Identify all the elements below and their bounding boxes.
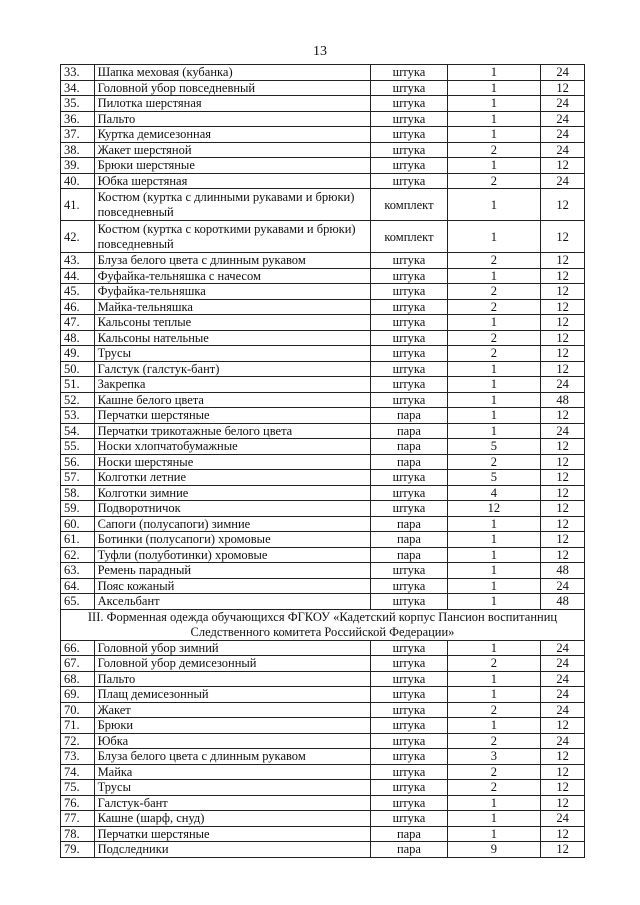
- quantity: 2: [447, 764, 541, 780]
- row-number: 70.: [61, 702, 95, 718]
- table-row: [61, 516, 585, 532]
- quantity: 1: [447, 547, 541, 563]
- quantity: 1: [447, 377, 541, 393]
- unit-of-measure: штука: [371, 718, 447, 734]
- wear-period: 12: [541, 253, 585, 269]
- unit-of-measure: штука: [371, 563, 447, 579]
- quantity: 1: [447, 795, 541, 811]
- unit-of-measure: пара: [371, 439, 447, 455]
- wear-period: 12: [541, 361, 585, 377]
- quantity: 2: [447, 173, 541, 189]
- unit-of-measure: штука: [371, 749, 447, 765]
- row-number: 48.: [61, 330, 95, 346]
- wear-period: 24: [541, 377, 585, 393]
- wear-period: 12: [541, 826, 585, 842]
- unit-of-measure: штука: [371, 687, 447, 703]
- item-name: Костюм (куртка с короткими рукавами и брюки) повседневный: [94, 221, 371, 253]
- item-name: Кальсоны нательные: [94, 330, 371, 346]
- unit-of-measure: штука: [371, 795, 447, 811]
- wear-period: 24: [541, 687, 585, 703]
- row-number: 57.: [61, 470, 95, 486]
- row-number: 69.: [61, 687, 95, 703]
- table-row: [61, 253, 585, 269]
- wear-period: 12: [541, 749, 585, 765]
- unit-of-measure: пара: [371, 408, 447, 424]
- item-name: Шапка меховая (кубанка): [94, 65, 371, 81]
- item-name: Пальто: [94, 671, 371, 687]
- table-row: [61, 392, 585, 408]
- quantity: 2: [447, 330, 541, 346]
- row-number: 44.: [61, 268, 95, 284]
- unit-of-measure: пара: [371, 423, 447, 439]
- wear-period: 12: [541, 284, 585, 300]
- table-row: [61, 563, 585, 579]
- unit-of-measure: штука: [371, 702, 447, 718]
- item-name: Пояс кожаный: [94, 578, 371, 594]
- item-name: Жакет: [94, 702, 371, 718]
- table-row: [61, 408, 585, 424]
- quantity: 1: [447, 594, 541, 610]
- quantity: 5: [447, 439, 541, 455]
- quantity: 1: [447, 687, 541, 703]
- quantity: 9: [447, 842, 541, 858]
- quantity: 2: [447, 454, 541, 470]
- row-number: 65.: [61, 594, 95, 610]
- row-number: 73.: [61, 749, 95, 765]
- item-name: Носки хлопчатобумажные: [94, 439, 371, 455]
- unit-of-measure: штука: [371, 485, 447, 501]
- unit-of-measure: штука: [371, 640, 447, 656]
- quantity: 2: [447, 299, 541, 315]
- table-row: [61, 173, 585, 189]
- row-number: 59.: [61, 501, 95, 517]
- quantity: 1: [447, 826, 541, 842]
- unit-of-measure: штука: [371, 377, 447, 393]
- item-name: Брюки шерстяные: [94, 158, 371, 174]
- item-name: Галстук (галстук-бант): [94, 361, 371, 377]
- table-row: [61, 640, 585, 656]
- quantity: 2: [447, 733, 541, 749]
- wear-period: 24: [541, 142, 585, 158]
- item-name: Ремень парадный: [94, 563, 371, 579]
- unit-of-measure: штука: [371, 173, 447, 189]
- row-number: 60.: [61, 516, 95, 532]
- item-name: Ботинки (полусапоги) хромовые: [94, 532, 371, 548]
- item-name: Трусы: [94, 346, 371, 362]
- row-number: 39.: [61, 158, 95, 174]
- unit-of-measure: штука: [371, 65, 447, 81]
- unit-of-measure: штука: [371, 315, 447, 331]
- item-name: Куртка демисезонная: [94, 127, 371, 143]
- table-row: [61, 811, 585, 827]
- row-number: 72.: [61, 733, 95, 749]
- item-name: Галстук-бант: [94, 795, 371, 811]
- table-row: [61, 671, 585, 687]
- wear-period: 12: [541, 268, 585, 284]
- unit-of-measure: штука: [371, 501, 447, 517]
- table-row: [61, 656, 585, 672]
- quantity: 1: [447, 811, 541, 827]
- wear-period: 12: [541, 718, 585, 734]
- wear-period: 12: [541, 795, 585, 811]
- unit-of-measure: штука: [371, 764, 447, 780]
- row-number: 54.: [61, 423, 95, 439]
- row-number: 38.: [61, 142, 95, 158]
- row-number: 42.: [61, 221, 95, 253]
- table-row: [61, 687, 585, 703]
- quantity: 1: [447, 221, 541, 253]
- row-number: 71.: [61, 718, 95, 734]
- item-name: Головной убор демисезонный: [94, 656, 371, 672]
- table-row: [61, 158, 585, 174]
- item-name: Перчатки шерстяные: [94, 826, 371, 842]
- wear-period: 24: [541, 733, 585, 749]
- wear-period: 24: [541, 173, 585, 189]
- quantity: 2: [447, 284, 541, 300]
- table-row: [61, 594, 585, 610]
- table-row: [61, 423, 585, 439]
- quantity: 1: [447, 361, 541, 377]
- item-name: Головной убор зимний: [94, 640, 371, 656]
- row-number: 67.: [61, 656, 95, 672]
- table-row: [61, 749, 585, 765]
- table-row: [61, 764, 585, 780]
- row-number: 41.: [61, 189, 95, 221]
- item-name: Туфли (полуботинки) хромовые: [94, 547, 371, 563]
- quantity: 1: [447, 718, 541, 734]
- item-name: Юбка: [94, 733, 371, 749]
- quantity: 12: [447, 501, 541, 517]
- section-heading-row: [61, 609, 585, 640]
- table-row: [61, 96, 585, 112]
- section-heading: III. Форменная одежда обучающихся ФГКОУ «Кадетский корпус Пансион воспитанниц Следственного комитета Российской Федерации»: [61, 609, 585, 640]
- table-row: [61, 65, 585, 81]
- unit-of-measure: пара: [371, 842, 447, 858]
- unit-of-measure: штука: [371, 253, 447, 269]
- row-number: 50.: [61, 361, 95, 377]
- row-number: 58.: [61, 485, 95, 501]
- item-name: Майка: [94, 764, 371, 780]
- item-name: Трусы: [94, 780, 371, 796]
- table-row: [61, 780, 585, 796]
- item-name: Фуфайка-тельняшка: [94, 284, 371, 300]
- quantity: 2: [447, 142, 541, 158]
- table-row: [61, 532, 585, 548]
- item-name: Брюки: [94, 718, 371, 734]
- unit-of-measure: штука: [371, 142, 447, 158]
- wear-period: 12: [541, 501, 585, 517]
- table-row: [61, 80, 585, 96]
- table-row: [61, 718, 585, 734]
- section-heading-body: [61, 609, 585, 640]
- table-row: [61, 284, 585, 300]
- quantity: 5: [447, 470, 541, 486]
- item-name: Закрепка: [94, 377, 371, 393]
- quantity: 2: [447, 656, 541, 672]
- table-row: [61, 470, 585, 486]
- table-row: [61, 189, 585, 221]
- row-number: 52.: [61, 392, 95, 408]
- item-name: Пальто: [94, 111, 371, 127]
- table-row: [61, 454, 585, 470]
- unit-of-measure: комплект: [371, 221, 447, 253]
- clothing-norms-table: [60, 64, 585, 858]
- unit-of-measure: штука: [371, 330, 447, 346]
- item-name: Юбка шерстяная: [94, 173, 371, 189]
- wear-period: 12: [541, 315, 585, 331]
- table-body-before-section: [61, 65, 585, 610]
- item-name: Пилотка шерстяная: [94, 96, 371, 112]
- quantity: 1: [447, 96, 541, 112]
- item-name: Колготки зимние: [94, 485, 371, 501]
- item-name: Подворотничок: [94, 501, 371, 517]
- row-number: 61.: [61, 532, 95, 548]
- item-name: Плащ демисезонный: [94, 687, 371, 703]
- wear-period: 48: [541, 594, 585, 610]
- row-number: 36.: [61, 111, 95, 127]
- unit-of-measure: штука: [371, 158, 447, 174]
- table-row: [61, 501, 585, 517]
- wear-period: 12: [541, 547, 585, 563]
- row-number: 79.: [61, 842, 95, 858]
- item-name: Колготки летние: [94, 470, 371, 486]
- unit-of-measure: штука: [371, 127, 447, 143]
- wear-period: 24: [541, 127, 585, 143]
- table-row: [61, 826, 585, 842]
- table-row: [61, 299, 585, 315]
- row-number: 47.: [61, 315, 95, 331]
- row-number: 68.: [61, 671, 95, 687]
- item-name: Аксельбант: [94, 594, 371, 610]
- unit-of-measure: штука: [371, 392, 447, 408]
- wear-period: 12: [541, 408, 585, 424]
- row-number: 74.: [61, 764, 95, 780]
- item-name: Кашне белого цвета: [94, 392, 371, 408]
- quantity: 2: [447, 702, 541, 718]
- unit-of-measure: пара: [371, 532, 447, 548]
- table-row: [61, 795, 585, 811]
- unit-of-measure: пара: [371, 454, 447, 470]
- row-number: 35.: [61, 96, 95, 112]
- wear-period: 24: [541, 96, 585, 112]
- row-number: 76.: [61, 795, 95, 811]
- wear-period: 12: [541, 189, 585, 221]
- item-name: Блуза белого цвета с длинным рукавом: [94, 253, 371, 269]
- row-number: 78.: [61, 826, 95, 842]
- table-row: [61, 377, 585, 393]
- row-number: 45.: [61, 284, 95, 300]
- wear-period: 48: [541, 563, 585, 579]
- quantity: 1: [447, 563, 541, 579]
- wear-period: 24: [541, 423, 585, 439]
- table-row: [61, 111, 585, 127]
- wear-period: 12: [541, 346, 585, 362]
- unit-of-measure: штука: [371, 361, 447, 377]
- unit-of-measure: штука: [371, 811, 447, 827]
- table-row: [61, 221, 585, 253]
- row-number: 34.: [61, 80, 95, 96]
- row-number: 77.: [61, 811, 95, 827]
- table-row: [61, 330, 585, 346]
- row-number: 40.: [61, 173, 95, 189]
- quantity: 1: [447, 127, 541, 143]
- table-row: [61, 485, 585, 501]
- item-name: Блуза белого цвета с длинным рукавом: [94, 749, 371, 765]
- quantity: 1: [447, 671, 541, 687]
- unit-of-measure: пара: [371, 547, 447, 563]
- quantity: 1: [447, 640, 541, 656]
- table-row: [61, 547, 585, 563]
- unit-of-measure: штука: [371, 284, 447, 300]
- row-number: 56.: [61, 454, 95, 470]
- quantity: 4: [447, 485, 541, 501]
- wear-period: 12: [541, 470, 585, 486]
- quantity: 1: [447, 532, 541, 548]
- wear-period: 12: [541, 454, 585, 470]
- row-number: 46.: [61, 299, 95, 315]
- wear-period: 12: [541, 780, 585, 796]
- unit-of-measure: пара: [371, 826, 447, 842]
- unit-of-measure: штука: [371, 656, 447, 672]
- unit-of-measure: штука: [371, 268, 447, 284]
- item-name: Фуфайка-тельняшка с начесом: [94, 268, 371, 284]
- table-row: [61, 127, 585, 143]
- row-number: 63.: [61, 563, 95, 579]
- item-name: Сапоги (полусапоги) зимние: [94, 516, 371, 532]
- quantity: 1: [447, 158, 541, 174]
- quantity: 1: [447, 111, 541, 127]
- wear-period: 12: [541, 221, 585, 253]
- quantity: 1: [447, 408, 541, 424]
- unit-of-measure: комплект: [371, 189, 447, 221]
- table-row: [61, 268, 585, 284]
- quantity: 1: [447, 392, 541, 408]
- quantity: 1: [447, 315, 541, 331]
- unit-of-measure: штука: [371, 780, 447, 796]
- table-body-after-section: [61, 640, 585, 857]
- table-row: [61, 142, 585, 158]
- wear-period: 12: [541, 158, 585, 174]
- wear-period: 12: [541, 299, 585, 315]
- row-number: 64.: [61, 578, 95, 594]
- row-number: 49.: [61, 346, 95, 362]
- item-name: Жакет шерстяной: [94, 142, 371, 158]
- unit-of-measure: штука: [371, 578, 447, 594]
- item-name: Кашне (шарф, снуд): [94, 811, 371, 827]
- unit-of-measure: пара: [371, 516, 447, 532]
- wear-period: 24: [541, 811, 585, 827]
- wear-period: 24: [541, 65, 585, 81]
- wear-period: 12: [541, 842, 585, 858]
- quantity: 1: [447, 268, 541, 284]
- unit-of-measure: штука: [371, 111, 447, 127]
- quantity: 1: [447, 423, 541, 439]
- row-number: 55.: [61, 439, 95, 455]
- quantity: 2: [447, 253, 541, 269]
- table-row: [61, 439, 585, 455]
- wear-period: 24: [541, 656, 585, 672]
- wear-period: 12: [541, 80, 585, 96]
- quantity: 2: [447, 780, 541, 796]
- wear-period: 24: [541, 702, 585, 718]
- wear-period: 12: [541, 516, 585, 532]
- row-number: 75.: [61, 780, 95, 796]
- wear-period: 24: [541, 671, 585, 687]
- table-row: [61, 346, 585, 362]
- row-number: 33.: [61, 65, 95, 81]
- wear-period: 12: [541, 330, 585, 346]
- row-number: 51.: [61, 377, 95, 393]
- row-number: 37.: [61, 127, 95, 143]
- table-row: [61, 361, 585, 377]
- unit-of-measure: штука: [371, 671, 447, 687]
- wear-period: 48: [541, 392, 585, 408]
- item-name: Майка-тельняшка: [94, 299, 371, 315]
- unit-of-measure: штука: [371, 733, 447, 749]
- quantity: 3: [447, 749, 541, 765]
- table-row: [61, 315, 585, 331]
- item-name: Носки шерстяные: [94, 454, 371, 470]
- table-row: [61, 842, 585, 858]
- table-row: [61, 578, 585, 594]
- unit-of-measure: штука: [371, 96, 447, 112]
- row-number: 62.: [61, 547, 95, 563]
- quantity: 1: [447, 189, 541, 221]
- table-row: [61, 702, 585, 718]
- row-number: 43.: [61, 253, 95, 269]
- quantity: 1: [447, 516, 541, 532]
- wear-period: 12: [541, 532, 585, 548]
- quantity: 1: [447, 65, 541, 81]
- unit-of-measure: штука: [371, 594, 447, 610]
- item-name: Перчатки шерстяные: [94, 408, 371, 424]
- unit-of-measure: штука: [371, 346, 447, 362]
- wear-period: 24: [541, 640, 585, 656]
- wear-period: 12: [541, 485, 585, 501]
- quantity: 1: [447, 80, 541, 96]
- unit-of-measure: штука: [371, 299, 447, 315]
- item-name: Перчатки трикотажные белого цвета: [94, 423, 371, 439]
- wear-period: 12: [541, 764, 585, 780]
- item-name: Кальсоны теплые: [94, 315, 371, 331]
- quantity: 2: [447, 346, 541, 362]
- unit-of-measure: штука: [371, 470, 447, 486]
- wear-period: 12: [541, 439, 585, 455]
- row-number: 53.: [61, 408, 95, 424]
- wear-period: 24: [541, 578, 585, 594]
- row-number: 66.: [61, 640, 95, 656]
- item-name: Костюм (куртка с длинными рукавами и брюки) повседневный: [94, 189, 371, 221]
- table-row: [61, 733, 585, 749]
- page-number: 13: [313, 44, 327, 59]
- quantity: 1: [447, 578, 541, 594]
- unit-of-measure: штука: [371, 80, 447, 96]
- wear-period: 24: [541, 111, 585, 127]
- item-name: Головной убор повседневный: [94, 80, 371, 96]
- item-name: Подследники: [94, 842, 371, 858]
